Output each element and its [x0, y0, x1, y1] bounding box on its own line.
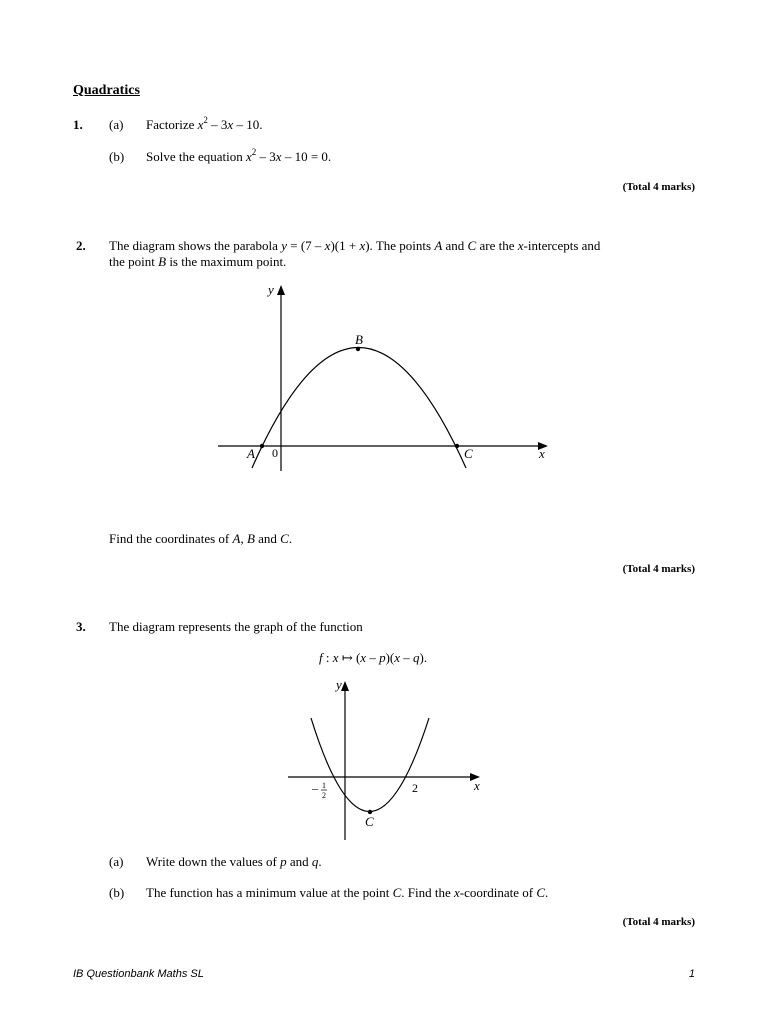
question-1a-label: (a) [109, 117, 124, 132]
q2-point-C-dot [455, 444, 459, 448]
q2-point-C-label: C [464, 446, 473, 461]
question-1b-text: Solve the equation $x^2 - 3x - 10 = 0$. [146, 146, 332, 164]
question-2-marks: (Total 4 marks) [622, 563, 695, 575]
q2-origin-label: 0 [272, 446, 278, 460]
q3-x-label: x [474, 778, 480, 793]
footer-source: IB Questionbank Maths SL [73, 968, 204, 980]
q2-y-label: y [268, 282, 274, 297]
q3-y-axis-arrow-icon [341, 681, 349, 691]
q2-point-B-label: B [355, 332, 363, 347]
question-1-number: 1. [73, 117, 83, 132]
q2-x-label: x [539, 446, 545, 461]
question-3a-label: (a) [109, 854, 124, 869]
question-3b-label: (b) [109, 885, 125, 900]
q2-point-A-label: A [247, 446, 255, 461]
q3-minus-sign: – [312, 781, 318, 795]
question-2-line-1: The diagram shows the parabola y = (7 – x)(1 + x). The points A and C are the x-intercepts and [109, 238, 601, 253]
q3-fraction-numerator: 1 [322, 781, 326, 790]
question-1b-label: (b) [109, 149, 125, 164]
footer-page-number: 1 [688, 968, 695, 980]
q3-point-C-label: C [365, 814, 374, 829]
question-3-function: f : x ↦ (x – p)(x – q). [319, 650, 428, 665]
q3-y-label: y [336, 677, 342, 692]
q3-parabola-curve [311, 718, 429, 812]
q3-fraction-denominator: 2 [322, 791, 326, 800]
question-3a-text: Write down the values of p and q. [146, 854, 322, 869]
q2-parabola-curve [252, 348, 466, 469]
question-2-find-text: Find the coordinates of A, B and C. [109, 531, 293, 546]
page-title: Quadratics [73, 83, 140, 98]
q2-point-A-dot [260, 444, 264, 448]
question-3-marks: (Total 4 marks) [622, 916, 695, 928]
question-1-marks: (Total 4 marks) [622, 181, 695, 193]
question-3-intro: The diagram represents the graph of the function [109, 619, 363, 634]
q2-point-B-dot [356, 347, 360, 351]
question-2-number: 2. [76, 238, 86, 253]
q2-y-axis-arrow-icon [277, 285, 285, 295]
q3-tick-2-label: 2 [412, 781, 418, 795]
question-3-number: 3. [76, 619, 86, 634]
question-3b-text: The function has a minimum value at the point C. Find the x-coordinate of C. [146, 885, 549, 900]
question-2-line-2: the point B is the maximum point. [109, 254, 287, 269]
question-1a-text: Factorize $x^2 - 3x - 10$. [146, 114, 263, 132]
